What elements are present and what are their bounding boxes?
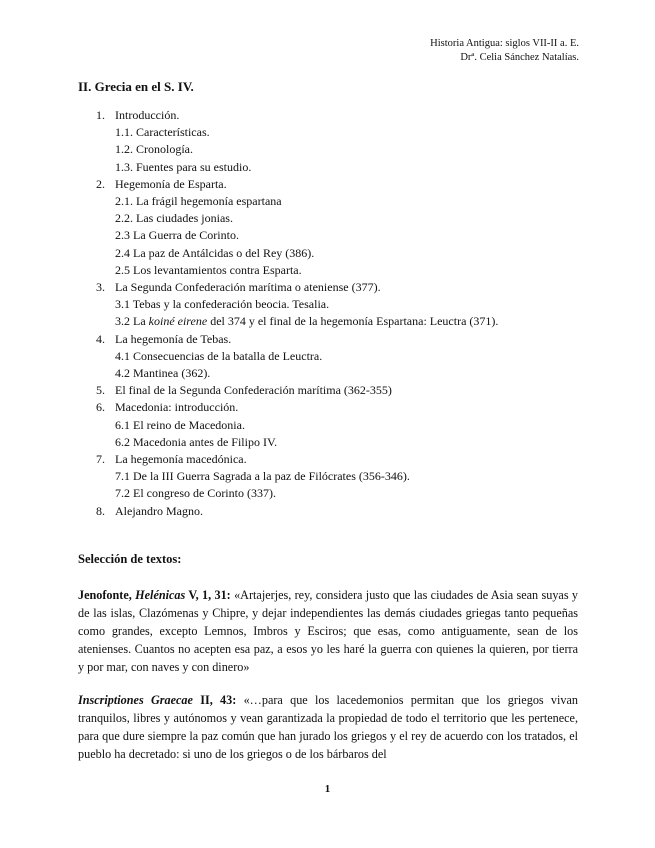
- outline-item-number: 3.: [96, 280, 105, 295]
- outline-item-label: Alejandro Magno.: [115, 503, 203, 518]
- outline-item-label: Macedonia: introducción.: [115, 400, 239, 415]
- outline-subitem: [96, 159, 596, 176]
- outline-subitem: [96, 262, 596, 279]
- text-excerpt-jenofonte: [78, 586, 578, 676]
- outline-item: [96, 399, 596, 416]
- outline-subitem-text: 2.3 La Guerra de Corinto.: [115, 228, 239, 243]
- outline-item-number: 5.: [96, 383, 105, 398]
- outline-item: [96, 382, 596, 399]
- outline-item-label: La hegemonía macedónica.: [115, 452, 247, 467]
- outline-subitem: [96, 313, 596, 330]
- outline-subitem-text: del 374 y el final de la hegemonía Espartana: Leuctra (371).: [207, 314, 499, 329]
- outline-item-number: 4.: [96, 331, 105, 346]
- outline-subitem-text: 2.4 La paz de Antálcidas o del Rey (386).: [115, 245, 315, 260]
- outline-item-label: La Segunda Confederación marítima o ateniense (377).: [115, 280, 381, 295]
- outline-subitem-text: 4.2 Mantinea (362).: [115, 366, 211, 381]
- outline-subitem: [96, 468, 596, 485]
- outline-item-label: Introducción.: [115, 108, 180, 122]
- page-header: [430, 37, 579, 64]
- excerpt-body: «Artajerjes, rey, considera justo que las ciudades de Asia sean suyas y de las islas, Clazómenas y Chipre, y dejar independientes las demás ciudades griegas tanto pequeñas como grandes, excepto Lemnos, Imbros y Esciros; que esas, como antiguamente, sean de los atenienses. Cuantos no acepten esa paz, a esos yo les haré la guerra con quienes la quieren, por tierra y por mar, con naves y con dinero»: [78, 588, 578, 674]
- outline-subitem-text: 4.1 Consecuencias de la batalla de Leuctra.: [115, 348, 323, 363]
- outline-subitem-text: 1.1. Características.: [115, 125, 210, 140]
- outline-item: [96, 331, 596, 348]
- outline-subitem-emphasis: koiné eirene: [148, 314, 208, 329]
- outline-subitem: [96, 434, 596, 451]
- excerpt-author: Jenofonte,: [78, 588, 136, 602]
- section-title: II. Grecia en el S. IV.: [78, 79, 194, 94]
- outline-item: [96, 176, 596, 193]
- header-author: Drª. Celia Sánchez Natalías.: [460, 51, 579, 63]
- header-course: Historia Antigua: siglos VII-II a. E.: [430, 38, 579, 49]
- outline-item-number: 6.: [96, 400, 105, 415]
- outline-item: [96, 107, 596, 124]
- excerpt-work: Inscriptiones Graecae: [78, 693, 193, 707]
- course-outline: [96, 107, 596, 520]
- outline-subitem: [96, 124, 596, 141]
- outline-subitem-text: 1.3. Fuentes para su estudio.: [115, 159, 252, 174]
- outline-subitem: [96, 227, 596, 244]
- outline-subitem: [96, 245, 596, 262]
- outline-subitem-text: 2.1. La frágil hegemonía espartana: [115, 194, 282, 209]
- outline-subitem-text: 7.2 El congreso de Corinto (337).: [115, 486, 276, 501]
- outline-subitem: [96, 485, 596, 502]
- outline-item: [96, 503, 596, 520]
- outline-subitem-text: 7.1 De la III Guerra Sagrada a la paz de Filócrates (356-346).: [115, 469, 410, 484]
- outline-subitem: [96, 296, 596, 313]
- outline-item-label: El final de la Segunda Confederación marítima (362-355): [115, 383, 392, 398]
- excerpt-reference: II, 43:: [192, 693, 237, 707]
- outline-subitem: [96, 348, 596, 365]
- outline-subitem-text: 1.2. Cronología.: [115, 142, 193, 157]
- excerpt-body: «…para que los lacedemonios permitan que los griegos vivan tranquilos, libres y autónomos y vean garantizada la propiedad de todo el territorio que les pertenece, para que dure siempre la paz común que han jurado los griegos y el rey de acuerdo con los tratados, el pueblo ha decretado: si uno de los griegos o de los bárbaros del: [78, 693, 579, 761]
- outline-subitem-text: 6.1 El reino de Macedonia.: [115, 417, 245, 432]
- outline-item-label: La hegemonía de Tebas.: [115, 331, 232, 346]
- outline-item-number: 1.: [96, 108, 105, 122]
- outline-item-number: 8.: [96, 503, 105, 518]
- outline-subitem: [96, 417, 596, 434]
- outline-subitem: [96, 141, 596, 158]
- outline-item-number: 2.: [96, 176, 105, 191]
- excerpt-reference: V, 1, 31:: [185, 588, 231, 602]
- outline-subitem-text: 6.2 Macedonia antes de Filipo IV.: [115, 434, 278, 449]
- outline-subitem-text: 2.2. Las ciudades jonias.: [115, 211, 233, 226]
- outline-subitem-text: 2.5 Los levantamientos contra Esparta.: [115, 262, 302, 277]
- outline-subitem: [96, 210, 596, 227]
- outline-item: [96, 451, 596, 468]
- page-number: 1: [324, 783, 331, 795]
- outline-subitem-text: 3.1 Tebas y la confederación beocia. Tesalia.: [115, 297, 330, 312]
- outline-item-label: Hegemonía de Esparta.: [115, 176, 227, 191]
- outline-item-number: 7.: [96, 452, 105, 467]
- excerpt-work: Helénicas: [135, 588, 186, 602]
- outline-item: [96, 279, 596, 296]
- outline-subitem: [96, 365, 596, 382]
- selection-title: Selección de textos:: [78, 552, 182, 566]
- outline-subitem: [96, 193, 596, 210]
- outline-subitem-text: 3.2 La: [115, 314, 149, 329]
- text-excerpt-inscriptiones: [78, 691, 578, 763]
